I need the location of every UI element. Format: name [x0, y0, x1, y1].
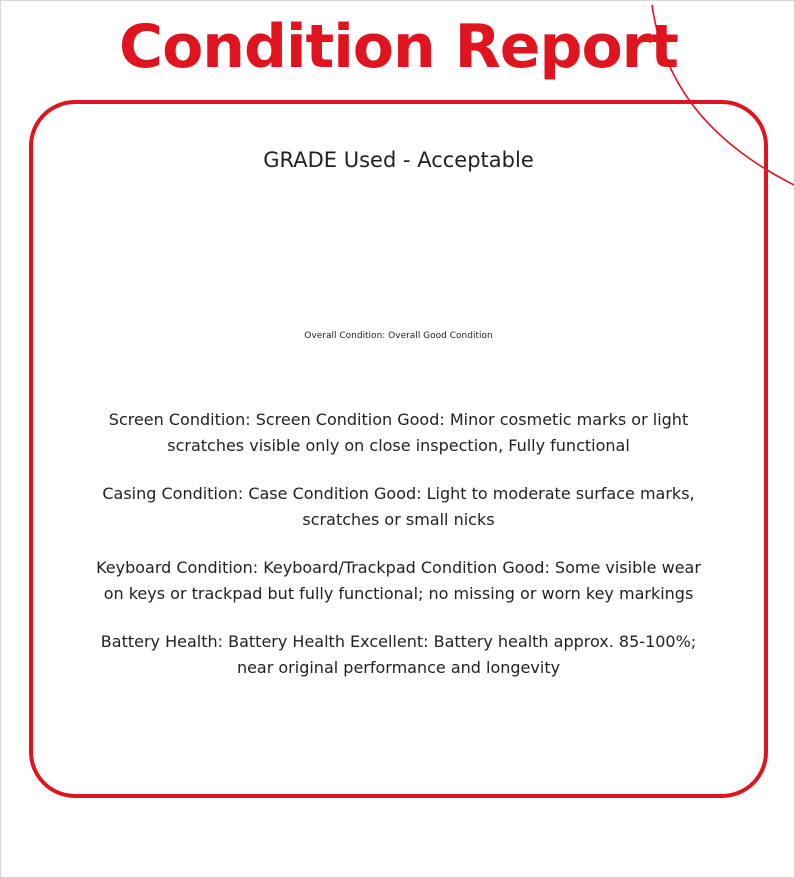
battery-health-line-1: Battery Health: Battery Health Excellent: Battery health approx. 85-100%; [100, 632, 697, 651]
keyboard-condition-line-1: Keyboard Condition: Keyboard/Trackpad Condition Good: Some visible wear [96, 558, 701, 577]
battery-health-line-2: near original performance and longevity [236, 658, 561, 677]
casing-condition [61, 481, 736, 533]
screen-condition-line-1: Screen Condition: Screen Condition Good: Minor cosmetic marks or light [108, 410, 689, 429]
casing-condition-line-1: Casing Condition: Case Condition Good: Light to moderate surface marks, [102, 484, 695, 503]
overall-condition: Overall Condition: Overall Good Condition [304, 331, 493, 341]
condition-list [61, 407, 736, 703]
casing-condition-line-2: scratches or small nicks [302, 510, 495, 529]
screen-condition-line-2: scratches visible only on close inspection, Fully functional [167, 436, 630, 455]
keyboard-condition-line-2: on keys or trackpad but fully functional; no missing or worn key markings [103, 584, 694, 603]
battery-health [61, 629, 736, 681]
grade-label: GRADE Used - Acceptable [263, 148, 534, 172]
keyboard-condition [61, 555, 736, 607]
page-title: Condition Report [119, 12, 678, 82]
screen-condition [61, 407, 736, 459]
